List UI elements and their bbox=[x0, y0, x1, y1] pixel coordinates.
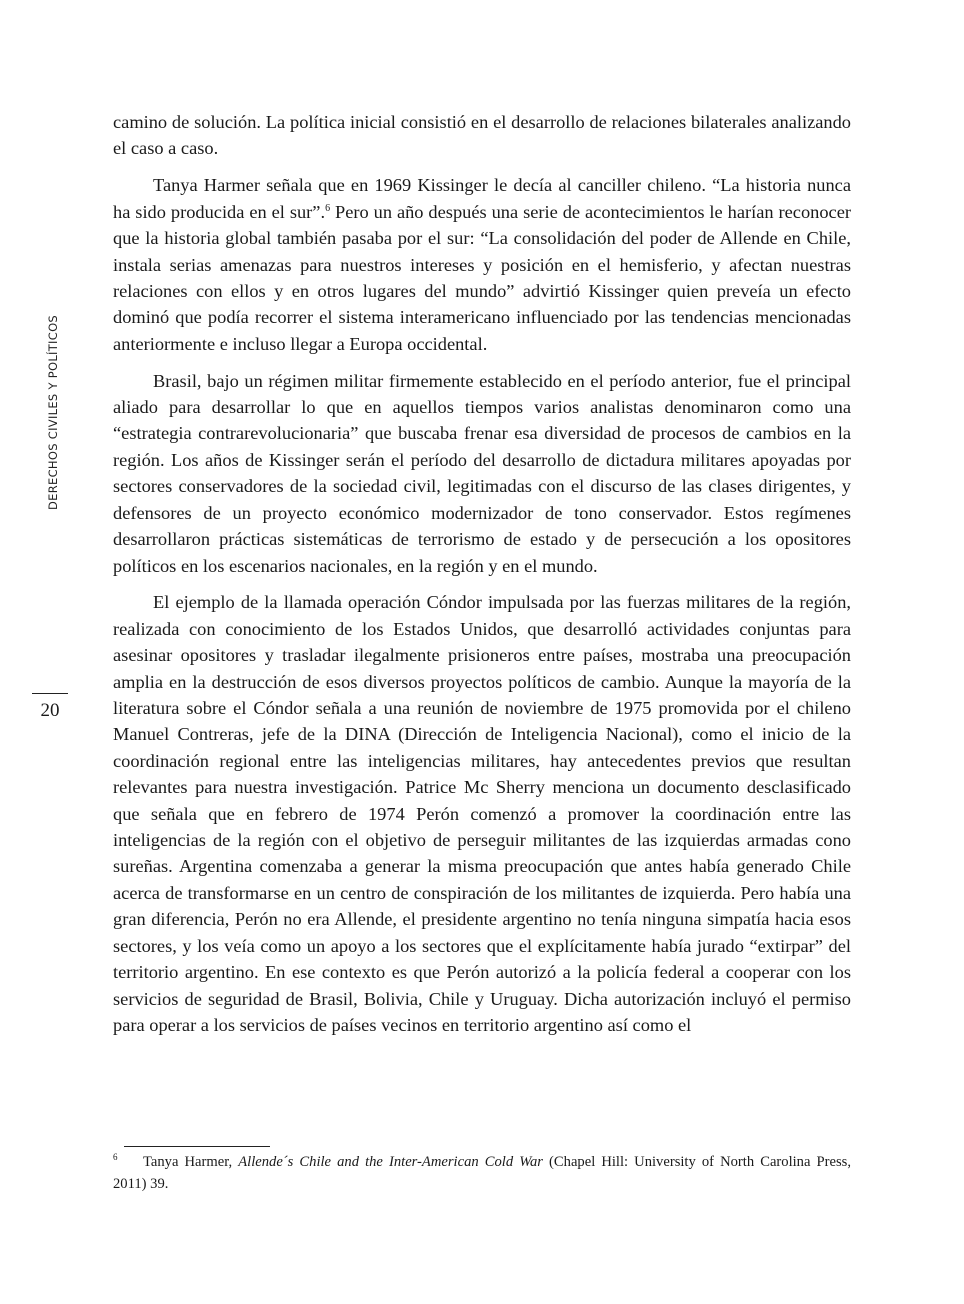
footnote: 6 Tanya Harmer, Allende´s Chile and the Inter-American Cold War (Chapel Hill: University of North Carolina Press, 2011) 39. bbox=[113, 1152, 851, 1192]
paragraph-1: camino de solución. La política inicial consistió en el desarrollo de relaciones bilaterales analizando el caso a caso. bbox=[113, 112, 851, 159]
paragraph-3: Brasil, bajo un régimen militar firmemente establecido en el período anterior, fue el principal aliado para desarrollar lo que en aquellos tiempos varios analistas denominaron como una “estrategia contrarevolucionaria” que buscaba frenar esa diversidad de procesos de cambios en la región. Los años de Kissinger serán el período del desarrollo de dictadura militares apoyadas por sectores conservadores de la sociedad civil, legitimadas con el discurso de las clases dirigentes, y defensores de un proyecto económico modernizador de tono conservador. Estos regímenes desarrollaron prácticas sistemáticas de terrorismo de estado y de persecución a los opositores políticos en los escenarios nacionales, en la región y en el mundo. bbox=[113, 370, 851, 576]
footnote-separator bbox=[124, 1146, 270, 1147]
paragraph-2-text-b: Pero un año después una serie de acontecimientos le harían reconocer que la historia global también pasaba por el sur: “La consolidación del poder de Allende en Chile, instala serias amenazas para nuestros intereses y posición en el hemisferio, y afectan nuestras relaciones con ellos y en otros lugares del mundo” advirtió Kissinger quien preveía un efecto dominó que podía recorrer el sistema interamericano influenciado por las tendencias mencionadas anteriormente e incluso llegar a Europa occidental. bbox=[113, 201, 851, 354]
paragraph-2-text-a: Tanya Harmer señala que en 1969 Kissinger le decía al canciller chileno. “La historia nunca ha sido producida en el sur”. bbox=[113, 175, 851, 222]
page-number-rule bbox=[32, 693, 68, 694]
footnote-reference[interactable]: 6 bbox=[325, 202, 331, 214]
paragraph-2 bbox=[113, 172, 851, 357]
running-section-title: DERECHOS CIVILES Y POLÍTICOS bbox=[46, 314, 60, 510]
footnote-book-title: Allende´s Chile and the Inter-American Cold War bbox=[238, 1154, 543, 1170]
body-text bbox=[113, 109, 851, 1049]
paragraph-4: El ejemplo de la llamada operación Cóndor impulsada por las fuerzas militares de la región, realizada con conocimiento de los Estados Unidos, que desarrolló actividades conjuntas para asesinar opositores y trasladar ilegalmente prisioneros entre países, mostraba una preocupación amplia en la destrucción de esos diversos proyectos políticos de cambio. Aunque la mayoría de la literatura sobre el Cóndor señala a una reunión de noviembre de 1975 promovida por el chileno Manuel Contreras, jefe de la DINA (Dirección de Inteligencia Nacional), como el inicio de la coordinación regional entre las inteligencias militares, hay antecedentes previos que resultan relevantes para nuestra investigación. Patrice Mc Sherry menciona un documento desclasificado que señala que en febrero de 1974 Perón comenzó a promover la coordinación entre las inteligencias de la región con el objetivo de perseguir militantes de las izquierdas armadas cono sureñas. Argentina comenzaba a generar la misma preocupación que antes había generado Chile acerca de transformarse en un centro de conspiración de los militantes de izquierda. Pero había una gran diferencia, Perón no era Allende, el presidente argentino no tenía ninguna simpatía hacia esos sectores, y los veía como un apoyo a los sectores que el explícitamente había jurado “extirpar” del territorio argentino. En ese contexto es que Perón autorizó a la policía federal a cooperar con los servicios de seguridad de Brasil, Bolivia, Chile y Uruguay. Dicha autorización incluyó el permiso para operar a los servicios de países vecinos en territorio argentino así como el bbox=[113, 592, 851, 1035]
footnote-author: Tanya Harmer, bbox=[143, 1154, 239, 1170]
footnote-publication: (Chapel Hill: University of North Carolina Press, 2011) 39. bbox=[113, 1154, 851, 1192]
page-number: 20 bbox=[40, 700, 60, 721]
